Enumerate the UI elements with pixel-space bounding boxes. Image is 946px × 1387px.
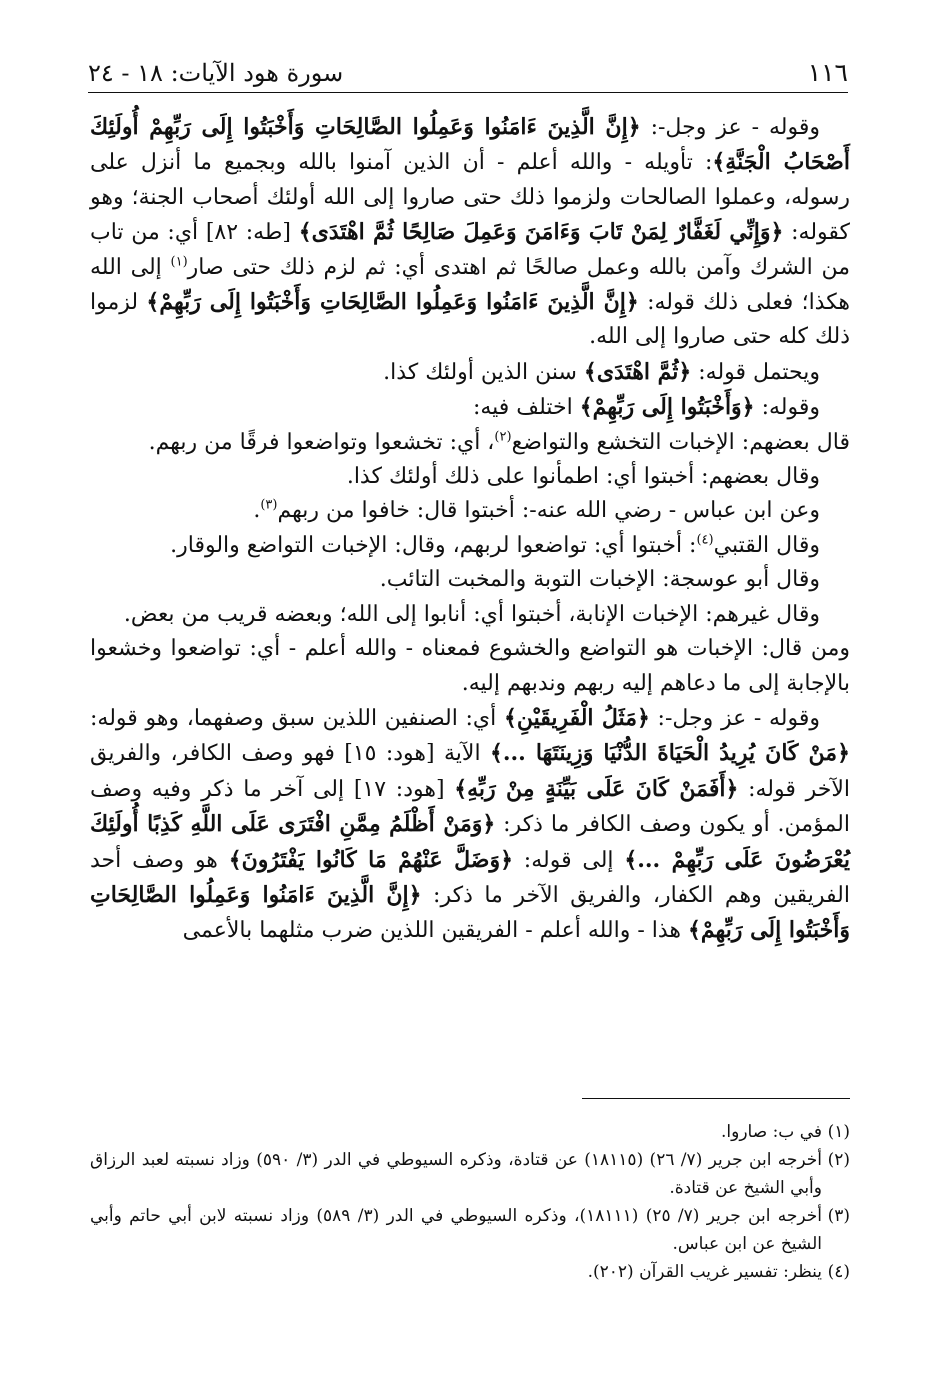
- text-run: : أخبتوا أي: تواضعوا لربهم، وقال: الإخبات التواضع والوقار.: [170, 532, 697, 558]
- text-run: وقوله:: [754, 395, 820, 421]
- footnote-number: (٢): [827, 1150, 850, 1170]
- text-run: [طه: ٨٢] أي: من تاب من الشرك وآمن بالله وعمل صالحًا ثم اهتدى أي: ثم لزم ذلك حتى صار: [90, 220, 850, 280]
- text-run: سنن الذين أولئك كذا.: [383, 359, 584, 385]
- text-run: [هود: ١٧] إلى آخر ما ذكر وفيه وصف المؤمن. أو يكون وصف الكافر ما ذكر:: [90, 776, 850, 838]
- footnote-ref: (١): [170, 254, 188, 270]
- running-header: [88, 48, 848, 93]
- footnote-number: (١): [827, 1122, 850, 1142]
- footnote-number: (٣): [827, 1206, 850, 1226]
- text-run: وقوله - عز وجل-:: [649, 705, 821, 731]
- text-run: هو وصف أحد الفريقين وهم الكفار، والفريق الآخر ما ذكر:: [90, 847, 850, 908]
- text-run: إلى الله هكذا؛ فعلى ذلك قوله:: [90, 254, 850, 316]
- text-run: أي: الصنفين اللذين سبق وصفهما، وهو قوله:: [90, 705, 504, 731]
- text-run: وقوله - عز وجل-:: [640, 115, 821, 140]
- paragraph: [90, 494, 850, 528]
- paragraph: وقال بعضهم: أخبتوا أي: اطمأنوا على ذلك أولئك كذا.: [346, 464, 820, 490]
- text-run: إلى قوله:: [512, 847, 625, 873]
- quran-quote: ﴿ثُمَّ اهْتَدَى﴾: [583, 358, 692, 385]
- footnote: [90, 1118, 850, 1146]
- quran-quote: ﴿إِنَّ الَّذِينَ ءَامَنُوا وَعَمِلُوا الصَّالِحَاتِ وَأَخْبَتُوا إِلَى رَبِّهِمْ﴾: [146, 289, 639, 316]
- main-text: [90, 110, 850, 949]
- paragraph: [90, 701, 850, 949]
- paragraph: [90, 110, 850, 355]
- text-run: لزموا ذلك كله حتى صاروا إلى الله.: [90, 290, 850, 350]
- paragraph: [90, 529, 850, 563]
- section-title: سورة هود الآيات: ١٨ - ٢٤: [88, 59, 344, 87]
- paragraph: [90, 390, 850, 425]
- quran-quote: ﴿مَثَلُ الْفَرِيقَيْنِ﴾: [503, 704, 650, 731]
- paragraph: [90, 426, 850, 460]
- footnotes: [90, 1118, 850, 1286]
- text-run: ، أي: تخشعوا وتواضعوا فرقًا من ربهم.: [148, 429, 495, 455]
- footnote-ref: (٤): [696, 532, 714, 548]
- footnote: [90, 1258, 850, 1286]
- footnote-ref: (٣): [260, 498, 278, 514]
- footnote: [90, 1146, 850, 1202]
- page-number: ١١٦: [807, 58, 848, 87]
- paragraph: وقال غيرهم: الإخبات الإنابة، أخبتوا أي: أنابوا إلى الله؛ وبعضه قريب من بعض.: [123, 601, 820, 627]
- text-run: اختلف فيه:: [472, 395, 580, 421]
- text-run: .: [253, 498, 261, 524]
- quran-quote: ﴿وَمَنْ أَظْلَمُ مِمَّنِ افْتَرَى عَلَى اللَّهِ كَذِبًا أُولَئِكَ يُعْرَضُونَ عَلَى رَبِّهِمْ ...﴾: [90, 811, 850, 873]
- paragraph: وقال أبو عوسجة: الإخبات التوبة والمخبت التائب.: [379, 567, 820, 593]
- footnote-ref: (٢): [494, 429, 512, 445]
- paragraph: ومن قال: الإخبات هو التواضع والخشوع فمعناه - والله أعلم - أي: تواضعوا وخشعوا بالإجابة إلى ما دعاهم إليه ربهم وندبهم إليه.: [90, 636, 850, 696]
- paragraph: [90, 355, 850, 390]
- quran-quote: ﴿وَضَلَّ عَنْهُمْ مَا كَانُوا يَفْتَرُونَ﴾: [228, 846, 513, 873]
- quran-quote: ﴿أَفَمَنْ كَانَ عَلَى بَيِّنَةٍ مِنْ رَبِّهِ﴾: [454, 775, 739, 802]
- text-run: : تأويله - والله أعلم - أن الذين آمنوا بالله وبجميع ما أنزل على رسوله، وعملوا الصالحات ولزموا ذلك حتى صاروا إلى الله أولئك أصحاب الجنة؛ وهو كقوله:: [90, 150, 850, 246]
- footnote-text: أخرجه ابن جرير (٧/ ٢٦) (١٨١١٥) عن قتادة، وذكره السيوطي في الدر (٣/ ٥٩٠) وزاد نسبته لعبد الرزاق وأبي الشيخ عن قتادة.: [90, 1150, 823, 1198]
- quran-quote: ﴿وَإِنِّي لَغَفَّارٌ لِمَنْ تَابَ وَءَامَنَ وَعَمِلَ صَالِحًا ثُمَّ اهْتَدَى﴾: [298, 219, 784, 246]
- quran-quote: ﴿وَأَخْبَتُوا إِلَى رَبِّهِمْ﴾: [579, 394, 755, 421]
- footnote-number: (٤): [827, 1262, 850, 1282]
- quran-quote: ﴿مَنْ كَانَ يُرِيدُ الْحَيَاةَ الدُّنْيَا وَزِينَتَهَا ...﴾: [489, 740, 850, 767]
- text-run: هذا - والله أعلم - الفريقين اللذين ضرب مثلهما بالأعمى: [182, 918, 689, 944]
- footnote-text: أخرجه ابن جرير (٧/ ٢٥) (١٨١١١)، وذكره السيوطي في الدر (٣/ ٥٨٩) وزاد نسبته لابن أبي حاتم وأبي الشيخ عن ابن عباس.: [90, 1206, 822, 1254]
- quran-quote: ﴿إِنَّ الَّذِينَ ءَامَنُوا وَعَمِلُوا الصَّالِحَاتِ وَأَخْبَتُوا إِلَى رَبِّهِمْ﴾: [90, 881, 850, 944]
- footnote-text: ينظر: تفسير غريب القرآن (٢٠٢).: [587, 1262, 822, 1282]
- text-run: ويحتمل قوله:: [691, 359, 820, 385]
- text-run: وقال القتبي: [713, 532, 820, 558]
- footnote: [90, 1202, 850, 1258]
- text-run: الآية [هود: ١٥] فهو وصف الكافر، والفريق الآخر قوله:: [90, 741, 850, 802]
- footnote-text: في ب: صاروا.: [721, 1122, 822, 1142]
- quran-quote: ﴿إِنَّ الَّذِينَ ءَامَنُوا وَعَمِلُوا الصَّالِحَاتِ وَأَخْبَتُوا إِلَى رَبِّهِمْ أُولَئِكَ أَصْحَابُ الْجَنَّةِ﴾: [90, 114, 850, 176]
- footnote-divider: [582, 1098, 850, 1099]
- text-run: قال بعضهم: الإخبات التخشع والتواضع: [511, 429, 850, 455]
- text-run: وعن ابن عباس - رضي الله عنه-: أخبتوا قال: خافوا من ربهم: [277, 498, 820, 524]
